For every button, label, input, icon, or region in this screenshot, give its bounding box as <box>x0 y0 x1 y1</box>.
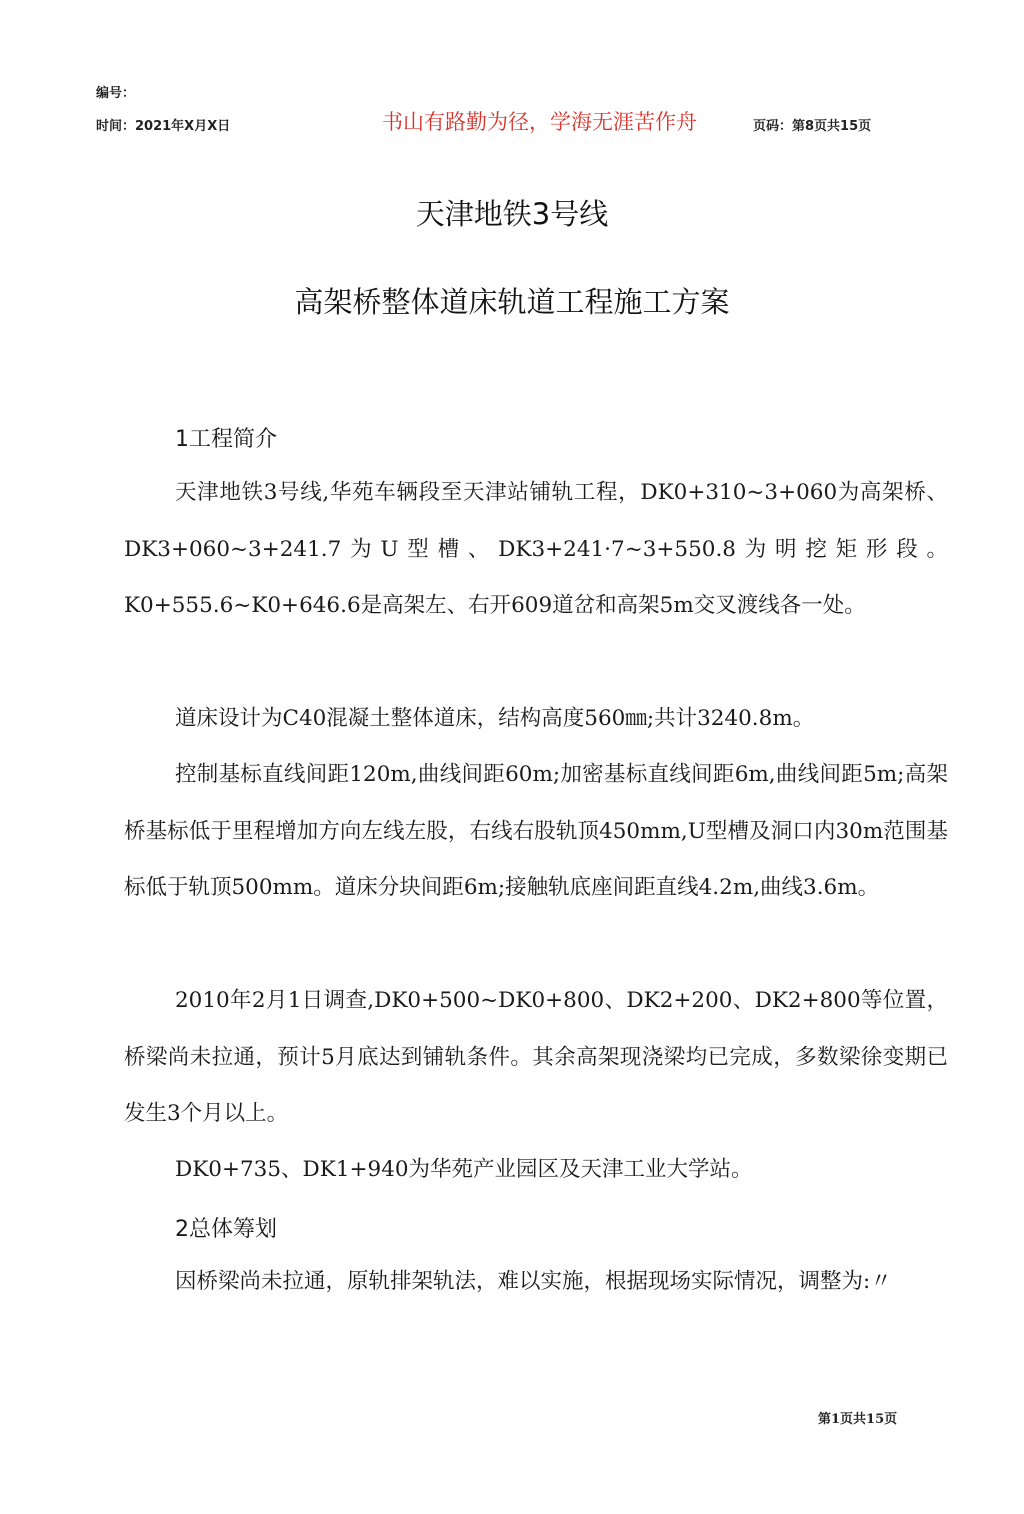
paragraph-stations: DK0+735、DK1+940为华苑产业园区及天津工业大学站。 <box>175 1157 753 1182</box>
document-title-line2: 高架桥整体道床轨道工程施工方案 <box>294 285 730 319</box>
header-motto: 书山有路勤为径，学海无涯苦作舟 <box>382 110 697 134</box>
footer-page-number: 第1页共15页 <box>818 1412 898 1427</box>
section-1-heading: 1工程简介 <box>175 427 277 452</box>
paragraph-survey-status: 2010年2月1日调查,DK0+500~DK0+800、DK2+200、DK2+800等位置，桥梁尚未拉通，预计5月底达到铺轨条件。其余高架现浇梁均已完成，多数梁徐变期已发生3个月以上。 <box>124 988 948 1126</box>
header-page-label: 页码：第8页共15页 <box>753 119 872 134</box>
paragraph-overall-plan: 因桥梁尚未拉通，原轨排架轨法，难以实施，根据现场实际情况，调整为:〃 <box>175 1269 892 1294</box>
section-2-heading: 2总体筹划 <box>175 1217 277 1242</box>
document-date-label: 时间：2021年X月X日 <box>96 119 231 134</box>
paragraph-benchmark-spacing: 控制基标直线间距120m,曲线间距60m;加密基标直线间距6m,曲线间距5m;高架桥基标低于里程增加方向左线左股，右线右股轨顶450mm,U型槽及洞口内30m范围基标低于轨顶500mm。道床分块间距6m;接触轨底座间距直线4.2m,曲线3.6m。 <box>124 762 948 900</box>
document-number-label: 编号： <box>96 86 136 101</box>
paragraph-track-bed-design: 道床设计为C40混凝土整体道床，结构高度560㎜;共计3240.8m。 <box>175 706 815 731</box>
paragraph-project-overview: 天津地铁3号线,华苑车辆段至天津站铺轨工程，DK0+310~3+060为高架桥、DK3+060~3+241.7为U型槽、DK3+241·7~3+550.8为明挖矩形段。K0+555.6~K0+646.6是高架左、右开609道岔和高架5m交叉渡线各一处。 <box>124 480 948 618</box>
document-title-line1: 天津地铁3号线 <box>415 197 609 231</box>
